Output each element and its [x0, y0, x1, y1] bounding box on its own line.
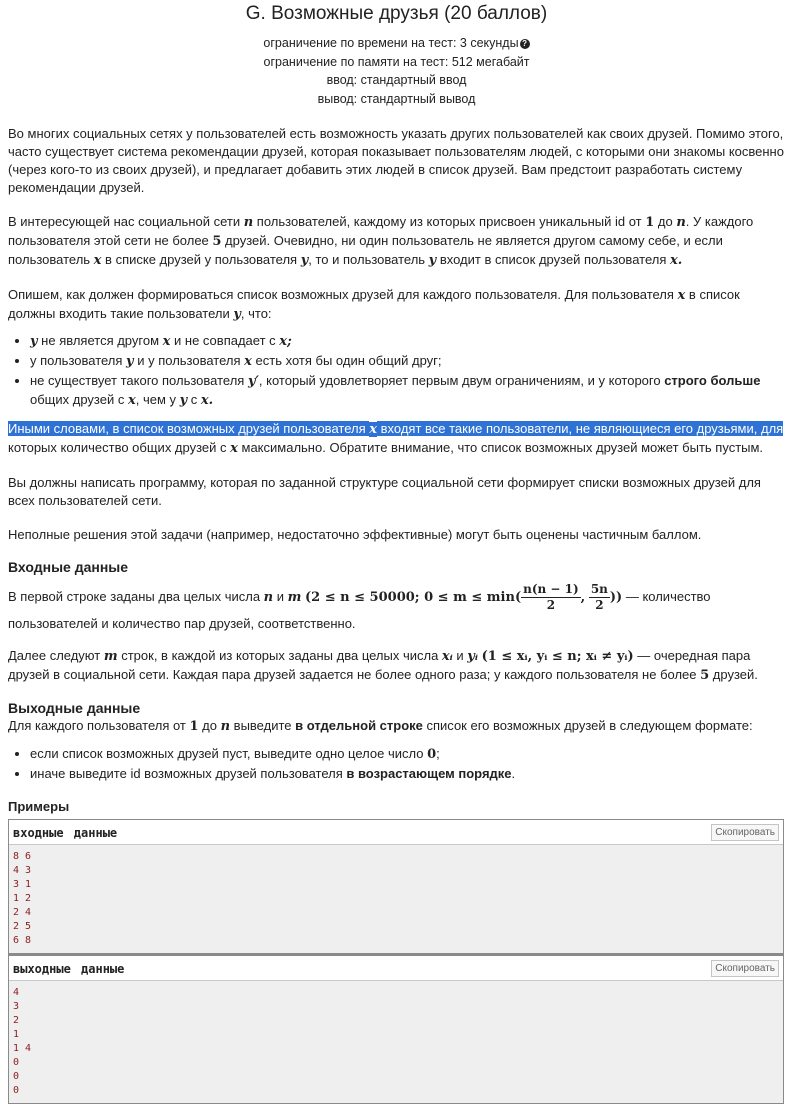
statement-paragraph-3: Опишем, как должен формироваться список возможных друзей для каждого пользователя. Для пользователя x в список должны входить такие пользователи y, что:: [8, 287, 740, 322]
fraction: $\frac{n(n - 1)}{2}$: [523, 582, 579, 612]
output-format-list: [8, 745, 785, 783]
limits-block: [8, 34, 785, 108]
sample-output: [8, 954, 784, 1104]
memory-limit: ограничение по памяти на тест: 512 мегабайт: [263, 54, 530, 69]
conditions-list: [8, 332, 785, 410]
input-paragraph-1: В первой строке заданы два целых числа n и m (2 ≤ n ≤ 50000; 0 ≤ m ≤ min( $\frac{n(n - 1)}{2}$ , $\frac{5n}{2}$ )) — количество пользователей и количество пар друзей, соответственно.: [8, 582, 711, 631]
statement-paragraph-2: В интересующей нас социальной сети n пользователей, каждому из которых присвоен уникальный id от 1 до n. У каждого пользователя этой сети не более 5 друзей. Очевидно, ни один пользователь не является другом самому себе, и если пользователь x в списке друзей у пользователя y, то и пользователь y входит в список друзей пользователя x.: [8, 214, 754, 268]
sample-output-text[interactable]: 4 3 2 1 1 4 0 0 0: [9, 981, 783, 1103]
copy-input-button[interactable]: Скопировать: [711, 824, 779, 841]
statement-paragraph-4: Иными словами, в список возможных друзей пользователя x входят все такие пользователи, не являющиеся его друзьями, для которых количество общих друзей с x максимально. Обратите внимание, что список возможных друзей может быть пустым.: [8, 421, 784, 456]
copy-output-button[interactable]: Скопировать: [711, 960, 779, 977]
list-item: • не существует такого пользователя y′, который удовлетворяет первым двум ограничениям, и у которого строго больше общих друзей с x, чем у y с x.: [30, 372, 785, 410]
input-paragraph-2: Далее следуют m строк, в каждой из которых заданы два целых числа xᵢ и yᵢ (1 ≤ xᵢ, yᵢ ≤ n; xᵢ ≠ yᵢ) — очередная пара друзей в социальной сети. Каждая пара друзей задается не более одного раза; у каждого пользователя не более 5 друзей.: [8, 648, 758, 683]
examples-title: Примеры: [8, 799, 70, 814]
sample-input-text[interactable]: 8 6 4 3 3 1 1 2 2 4 2 5 6 8: [9, 845, 783, 953]
time-limit: ограничение по времени на тест: 3 секунды ?: [8, 34, 785, 53]
problem-page: [0, 3, 793, 1104]
sample-input: [8, 819, 784, 954]
question-icon[interactable]: ?: [520, 39, 530, 49]
output-file: вывод: стандартный вывод: [317, 91, 476, 106]
statement-paragraph-6: Неполные решения этой задачи (например, недостаточно эффективные) могут быть оценены частичным баллом.: [8, 527, 702, 542]
list-item: • если список возможных друзей пуст, выведите одно целое число 0;: [30, 745, 785, 764]
sample-input-label: входные данные: [13, 826, 118, 840]
statement-paragraph-5: Вы должны написать программу, которая по заданной структуре социальной сети формирует списки возможных друзей для всех пользователей сети.: [8, 475, 761, 508]
statement-paragraph-1: Во многих социальных сетях у пользователей есть возможность указать других пользователей как своих друзей. Помимо этого, часто существует система рекомендации друзей, которая показывает пользователям людей, с которыми они знакомы косвенно (через кого-то из своих друзей), и предлагает добавить этих людей в список друзей. Вам предстоит разработать систему рекомендации друзей.: [8, 126, 784, 195]
fraction: $\frac{5n}{2}$: [590, 582, 608, 612]
output-paragraph-1: Для каждого пользователя от 1 до n выведите в отдельной строке список его возможных друзей в следующем формате:: [8, 718, 753, 734]
output-header: Выходные данные: [8, 700, 141, 716]
selected-text: Иными словами, в список возможных друзей пользователя: [8, 421, 370, 436]
input-header: Входные данные: [8, 559, 129, 575]
list-item: • иначе выведите id возможных друзей пользователя в возрастающем порядке.: [30, 765, 785, 783]
list-item: • у пользователя y и у пользователя x есть хотя бы один общий друг;: [30, 352, 785, 371]
list-item: • y не является другом x и не совпадает с x;: [30, 332, 785, 351]
problem-title: G. Возможные друзья (20 баллов): [245, 3, 548, 24]
sample-output-label: выходные данные: [13, 962, 125, 976]
input-file: ввод: стандартный ввод: [326, 73, 467, 87]
